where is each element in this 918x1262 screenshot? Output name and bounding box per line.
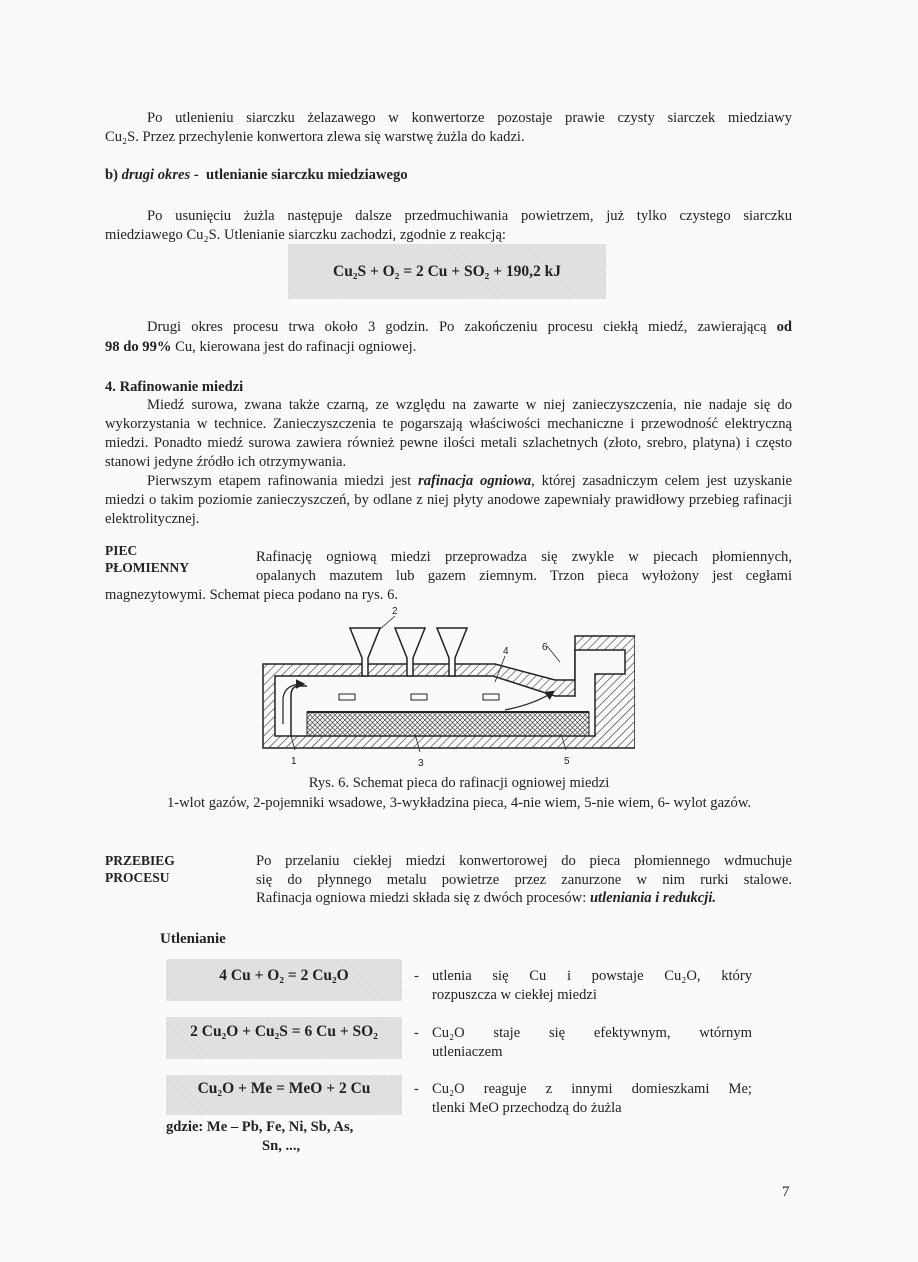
reaction-2-desc-line-2: utleniaczem — [432, 1044, 503, 1060]
figure-label-6: 6 — [542, 642, 548, 653]
paragraph-3-line-2 — [105, 338, 792, 357]
figure-label-4: 4 — [503, 646, 509, 657]
reaction-1-desc-line-2: rozpuszcza w ciekłej miedzi — [432, 987, 597, 1003]
przebieg-line-2: się do płynnego metalu powietrze przez zanurzone w nim rurki stalowe. — [256, 872, 792, 888]
reaction-1-dash: - — [414, 968, 419, 984]
section-b-prefix: b) — [105, 167, 118, 183]
paragraph-2-line-1: Po usunięciu żużla następuje dalsze przedmuchiwania powietrzem, już tylko czystego siarczku — [147, 208, 792, 224]
section-4-paragraph-1: Miedź surowa, zwana także czarną, ze względu na zawarte w niej zanieczyszczenia, nie nadaje się do wykorzystania w technice. Zanieczyszczenia te pogarszają właściwości mechaniczne i przewodność elektryczną miedzi. Ponadto miedź surowa zawiera również pewne ilości metali szlachetnych (złoto, srebro, platyna) i często stanowi jedyne źródło ich otrzymywania. — [105, 397, 792, 470]
reaction-3-equation: Cu₂O + Me = MeO + 2 Cu — [166, 1075, 402, 1115]
side-label-przebieg-line-1: PRZEBIEG — [105, 853, 175, 868]
figure-label-2: 2 — [392, 606, 398, 617]
furnace-diagram — [255, 600, 635, 770]
brick-1 — [339, 694, 355, 700]
side-label-piec — [105, 542, 189, 576]
figure-caption: Rys. 6. Schemat pieca do rafinacji ogniowej miedzi — [308, 775, 610, 791]
piec-line-1: Rafinację ogniową miedzi przeprowadza się zwykle w piecach płomiennych, — [256, 549, 792, 565]
side-label-piec-line-1: PIEC — [105, 543, 138, 558]
paragraph-3-line-1 — [105, 318, 792, 337]
section-4-heading: 4. Rafinowanie miedzi — [105, 379, 244, 395]
reaction-1-equation: 4 Cu + O₂ = 2 Cu₂O — [166, 959, 402, 1001]
side-label-przebieg — [105, 852, 175, 886]
paragraph-1-line-1: Po utlenieniu siarczku żelazawego w konwertorze pozostaje prawie czysty siarczek miedziawy — [147, 110, 792, 126]
utlenianie-heading: Utlenianie — [160, 931, 226, 947]
piec-line-3: magnezytowymi. Schemat pieca podano na rys. 6. — [105, 587, 399, 603]
side-label-przebieg-line-2: PROCESU — [105, 870, 170, 885]
where-note-line-2: Sn, ..., — [262, 1138, 301, 1154]
section-b-title: - utlenianie siarczku miedziawego — [190, 167, 408, 183]
where-note-line-1: gdzie: Me – Pb, Fe, Ni, Sb, As, — [166, 1119, 354, 1135]
reaction-3-desc-line-1: Cu₂O reaguje z innymi domieszkami Me; — [432, 1081, 752, 1097]
reaction-2-equation: 2 Cu₂O + Cu₂S = 6 Cu + SO₂ — [166, 1017, 402, 1059]
paragraph-3-bold-od: od — [776, 319, 792, 335]
paragraph-3-percent: 98 do 99% — [105, 339, 172, 355]
piec-line-2: opalanych mazutem lub gazem ziemnym. Trzon pieca wyłożony jest cegłami — [256, 568, 792, 584]
section-b-heading — [105, 166, 408, 185]
figure-label-3: 3 — [418, 758, 424, 769]
reaction-3-dash: - — [414, 1081, 419, 1097]
paragraph-3-text-2: Cu, kierowana jest do rafinacji ogniowej. — [171, 339, 417, 355]
side-label-piec-line-2: PŁOMIENNY — [105, 560, 189, 575]
equation-main: Cu₂S + O₂ = 2 Cu + SO₂ + 190,2 kJ — [288, 244, 606, 299]
brick-3 — [483, 694, 499, 700]
przebieg-line-1: Po przelaniu ciekłej miedzi konwertorowej do pieca płomiennego wdmuchuje — [256, 853, 792, 869]
figure-label-1: 1 — [291, 756, 297, 767]
paragraph-3-text: Drugi okres procesu trwa około 3 godzin. Po zakończeniu procesu ciekłą miedź, zawierającą — [147, 319, 777, 335]
section-4-paragraph-2 — [105, 472, 792, 529]
reaction-1-desc-line-1: utlenia się Cu i powstaje Cu₂O, który — [432, 968, 752, 984]
reaction-2-desc-line-1: Cu₂O staje się efektywnym, wtórnym — [432, 1025, 752, 1041]
przebieg-line-3-emphasis: utleniania i redukcji. — [589, 890, 717, 906]
paragraph-1-line-2: Cu₂S. Przez przechylenie konwertora zlewa się warstwę żużla do kadzi. — [105, 129, 525, 145]
furnace-lining — [307, 712, 589, 736]
section-4-p2-b: , której zasadniczym celem jest uzyskanie miedzi o takim poziomie zanieczyszczeń, by odlane z niej płyty anodowe zapewniały prawidłowy przebieg rafinacji elektrolitycznej. — [105, 473, 792, 527]
przebieg-line-3 — [256, 889, 792, 908]
figure-label-5: 5 — [564, 756, 570, 767]
brick-2 — [411, 694, 427, 700]
section-4-p2-a: Pierwszym etapem rafinowania miedzi jest — [147, 473, 419, 489]
reaction-3-desc-line-2: tlenki MeO przechodzą do żużla — [432, 1100, 622, 1116]
section-4-p2-emphasis: rafinacja ogniowa — [418, 473, 532, 489]
przebieg-line-3-text: Rafinacja ogniowa miedzi składa się z dwóch procesów: — [256, 890, 590, 906]
reaction-2-dash: - — [414, 1025, 419, 1041]
figure-legend: 1-wlot gazów, 2-pojemniki wsadowe, 3-wykładzina pieca, 4-nie wiem, 5-nie wiem, 6- wylot gazów. — [166, 795, 752, 811]
page-number: 7 — [782, 1184, 790, 1200]
paragraph-2-line-2: miedziawego Cu₂S. Utlenianie siarczku zachodzi, zgodnie z reakcją: — [105, 227, 506, 243]
section-b-italic: drugi okres — [121, 167, 191, 183]
